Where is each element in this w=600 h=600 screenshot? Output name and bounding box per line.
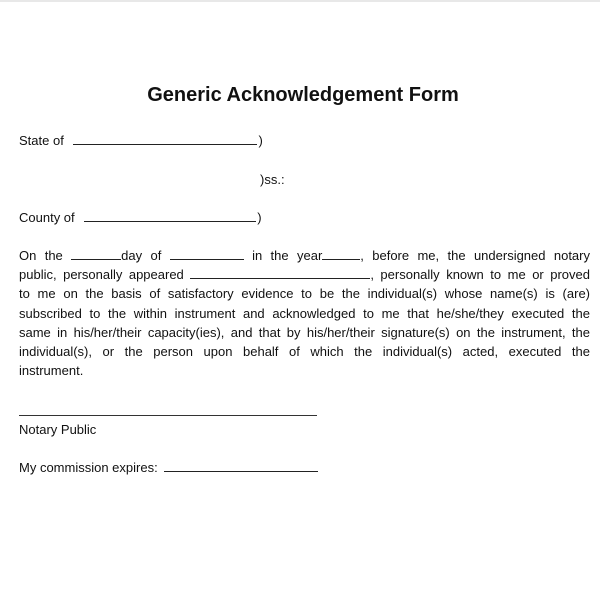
on-the-text: On the [19,248,63,263]
county-closing-paren: ) [257,210,262,225]
in-the-year-text: in the year [252,248,323,263]
notary-signature-line[interactable] [19,415,317,416]
top-divider [0,0,600,2]
ss-label: )ss.: [260,172,285,187]
acknowledgement-paragraph [19,246,590,380]
paragraph-line-7: instrument. [19,363,84,379]
state-closing-paren: ) [258,133,263,148]
commission-row [19,458,318,477]
paragraph-line-4: subscribed to the within instrument and acknowledged to me that he/she/they executed the [19,305,590,321]
paragraph-line-6: individual(s), or the person upon behalf of which the individual(s) acted, executed the [19,343,590,359]
before-me-text: , before me, the undersigned notary [360,248,590,263]
state-label: State of [19,133,64,148]
paragraph-line-1 [19,246,590,265]
commission-label: My commission expires: [19,460,158,475]
county-blank[interactable] [84,208,256,222]
day-of-text: day of [121,248,162,263]
appeared-name-blank[interactable] [190,265,370,279]
state-row [19,131,263,150]
form-title: Generic Acknowledgement Form [147,84,459,106]
state-blank[interactable] [73,131,257,145]
commission-blank[interactable] [164,458,318,472]
day-blank[interactable] [71,246,121,260]
public-appeared-text: public, personally appeared [19,267,184,283]
paragraph-line-2 [19,265,590,284]
month-blank[interactable] [170,246,244,260]
personally-known-text: , personally known to me or proved [370,267,591,283]
county-label: County of [19,210,75,225]
paragraph-line-5: same in his/her/their capacity(ies), and that by his/her/their signature(s) on the instrument, the [19,324,590,340]
county-row [19,208,262,227]
notary-public-label: Notary Public [19,422,97,437]
paragraph-line-3: to me on the basis of satisfactory evidence to be the individual(s) whose name(s) is (are) [19,286,590,302]
year-blank[interactable] [322,246,360,260]
